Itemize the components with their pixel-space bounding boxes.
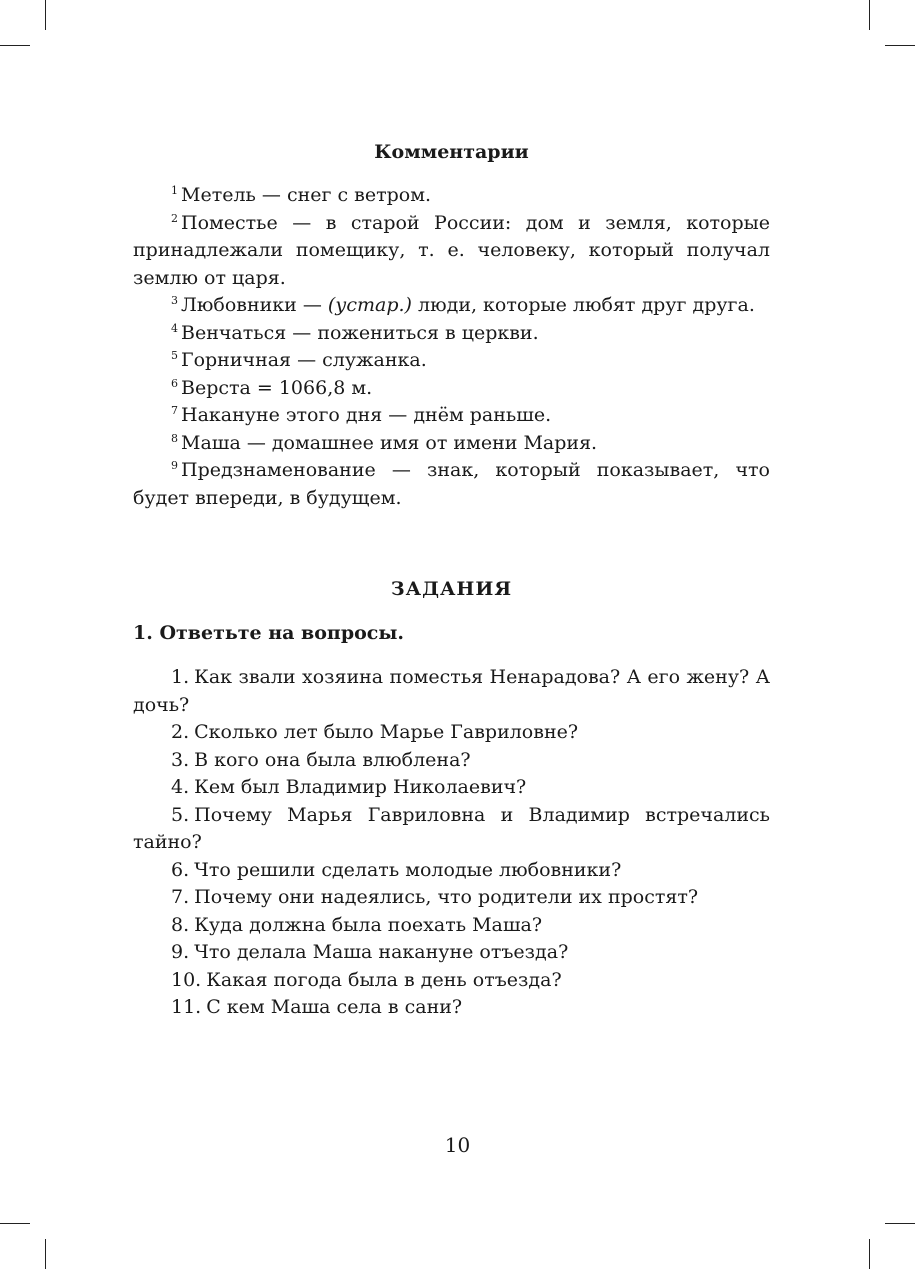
question-item (133, 857, 770, 885)
crop-mark-top-right-v (869, 0, 870, 30)
question-text: Какая погода была в день отъезда? (206, 968, 562, 991)
question-item (133, 994, 770, 1022)
question-text: Сколько лет было Марье Гавриловне? (194, 721, 579, 743)
footnote-number: 2 (171, 211, 178, 225)
footnote-number: 5 (171, 349, 178, 362)
question-number: 6. (171, 858, 190, 881)
comment-text: Горничная — служанка. (181, 349, 427, 371)
comment-note (133, 292, 770, 320)
comments-list (133, 182, 770, 512)
question-text: С кем Маша села в сани? (206, 996, 463, 1018)
crop-mark-top-right-h (885, 45, 915, 46)
question-number: 2. (171, 721, 190, 743)
question-text: Почему Марья Гавриловна и Владимир встречались тайно? (133, 803, 770, 853)
question-text: Что делала Маша накануне отъезда? (194, 941, 569, 963)
comments-title: Комментарии (374, 141, 529, 163)
question-text: Куда должна была поехать Маша? (194, 913, 543, 936)
question-text: Как звали хозяина поместья Ненарадова? А его жену? А дочь? (133, 666, 770, 716)
question-number: 3. (171, 748, 190, 771)
page-number: 10 (444, 1133, 471, 1157)
question-item (133, 747, 770, 775)
crop-mark-top-left-v (45, 0, 46, 30)
comment-note (133, 320, 770, 348)
question-number: 9. (171, 941, 190, 963)
comment-text: Любовники — (181, 294, 328, 316)
question-item (133, 664, 770, 719)
crop-mark-bottom-right-h (885, 1223, 915, 1224)
question-number: 5. (171, 803, 190, 826)
tasks-title: ЗАДАНИЯ (390, 578, 513, 600)
question-item (133, 884, 770, 912)
comment-text: Венчаться — пожениться в церкви. (181, 321, 539, 344)
comment-note (133, 402, 770, 430)
comment-italic-label: (устар.) (327, 294, 412, 316)
crop-mark-top-left-h (0, 45, 30, 46)
task-1-title: 1. Ответьте на вопросы. (133, 622, 405, 644)
question-text: Что решили сделать молодые любовники? (194, 858, 622, 881)
comment-note (133, 210, 770, 293)
comment-text: Накануне этого дня — днём раньше. (181, 404, 552, 426)
comment-text: Метель — снег с ветром. (181, 184, 432, 206)
comment-note (133, 347, 770, 375)
question-number: 8. (171, 913, 190, 936)
question-number: 7. (171, 886, 190, 908)
comment-text: Верста = 1066,8 м. (181, 376, 373, 399)
question-item (133, 719, 770, 747)
question-text: Почему они надеялись, что родители их простят? (194, 886, 699, 908)
footnote-number: 8 (171, 431, 178, 445)
comment-text: Маша — домашнее имя от имени Мария. (181, 431, 598, 454)
comment-note (133, 375, 770, 403)
question-number: 4. (171, 776, 190, 798)
footnote-number: 3 (171, 294, 178, 307)
questions-list (133, 664, 770, 1022)
footnote-number: 4 (171, 321, 178, 335)
footnote-number: 6 (171, 376, 178, 390)
question-number: 1. (171, 666, 190, 688)
page-content (133, 138, 770, 1022)
crop-mark-bottom-right-v (869, 1239, 870, 1269)
footnote-number: 1 (171, 184, 178, 197)
question-text: Кем был Владимир Николаевич? (194, 776, 527, 798)
comment-note (133, 430, 770, 458)
question-text: В кого она была влюблена? (194, 748, 471, 771)
footnote-number: 7 (171, 404, 178, 417)
question-item (133, 939, 770, 967)
comment-text: Поместье — в старой России: дом и земля, которые принадлежали помещику, т. е. человеку, который получал землю от царя. (133, 211, 770, 289)
question-item (133, 774, 770, 802)
comment-note (133, 182, 770, 210)
question-number: 11. (171, 996, 202, 1018)
crop-mark-bottom-left-v (45, 1239, 46, 1269)
comment-text: Предзнаменование — знак, который показывает, что будет впереди, в будущем. (133, 459, 770, 509)
footnote-number: 9 (171, 459, 178, 472)
comment-text-continued: люди, которые любят друг друга. (411, 294, 755, 316)
comment-note (133, 457, 770, 512)
question-item (133, 802, 770, 857)
question-item (133, 967, 770, 995)
question-number: 10. (171, 968, 202, 991)
crop-mark-bottom-left-h (0, 1223, 30, 1224)
question-item (133, 912, 770, 940)
